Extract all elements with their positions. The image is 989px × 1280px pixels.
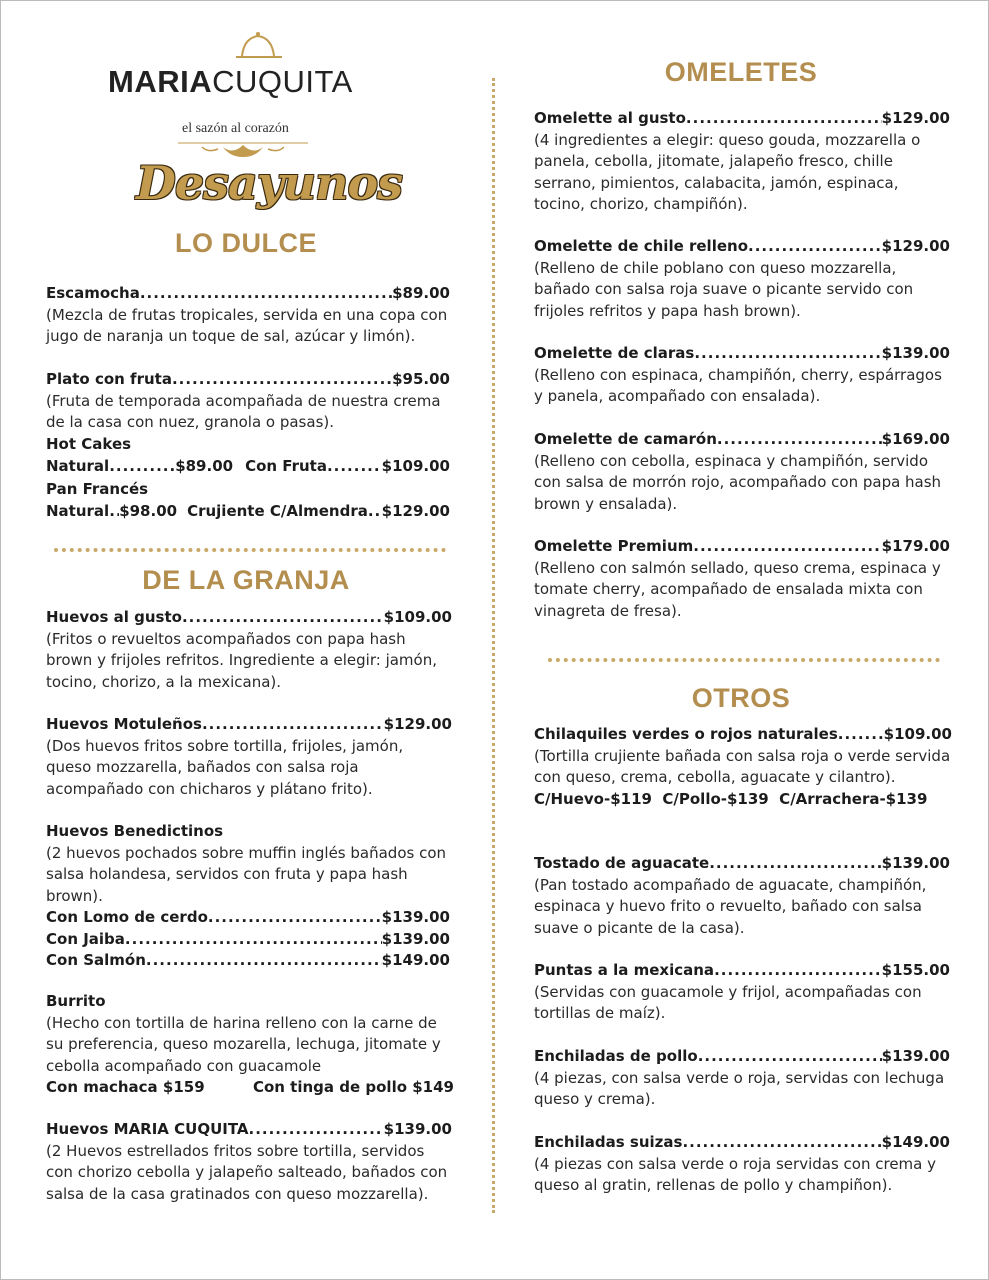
item-name: Pan Francés xyxy=(46,480,149,498)
option-label: Con machaca $159 xyxy=(46,1078,205,1096)
item-description: (2 huevos pochados sobre muffin inglés bañados con salsa holandesa, servidos con fruta y papa hash brown). xyxy=(46,843,447,905)
item-name: Omelette de chile relleno xyxy=(534,237,748,255)
item-price: $139.00 xyxy=(881,344,950,362)
column-divider xyxy=(492,78,495,1213)
item-name: Chilaquiles verdes o rojos naturales xyxy=(534,725,838,743)
menu-item-omelette-chile-relleno xyxy=(534,236,950,322)
menu-item-escamocha xyxy=(46,283,450,348)
section-divider xyxy=(54,548,446,552)
menu-item-puntas-a-la-mexicana xyxy=(534,960,950,1025)
item-description: (Tortilla crujiente bañada con salsa roja o verde servida con queso, crema, cebolla, aguacate y cilantro). xyxy=(534,746,951,786)
option-price: $139.00 xyxy=(381,929,450,948)
option-price: $149.00 xyxy=(381,951,450,969)
section-title-de-la-granja: DE LA GRANJA xyxy=(142,565,350,595)
item-description: (Relleno con cebolla, espinaca y champiñón, servido con salsa de morrón rojo, acompañado con papa hash brown y ensalada). xyxy=(534,451,942,513)
brand-part2: CUQUITA xyxy=(212,64,353,99)
item-price: $129.00 xyxy=(383,715,452,733)
item-description: (Hecho con tortilla de harina relleno con la carne de su preferencia, queso mozarella, lechuga, jitomate y cebolla acompañado con guacamole xyxy=(46,1013,441,1075)
option-name: Natural xyxy=(46,456,110,475)
brand-tagline: el sazón al corazón xyxy=(182,121,289,136)
item-price: $95.00 xyxy=(392,370,450,388)
item-description: (4 ingredientes a elegir: queso gouda, mozzarella o panela, cebolla, jitomate, jalapeño fresco, chille serrano, pimientos, calabacita, jamón, espinaca, tocino, chorizo, champiñón). xyxy=(534,130,921,213)
option-name: Con Lomo de cerdo xyxy=(46,908,208,926)
option-price: $89.00 xyxy=(175,456,234,475)
menu-item-omelette-al-gusto xyxy=(534,108,950,216)
item-description: (Relleno de chile poblano con queso mozzarella, bañado con salsa roja suave o picante servido con frijoles refritos y papa hash brown). xyxy=(534,258,914,320)
menu-item-omelette-de-claras xyxy=(534,343,950,408)
item-name: Huevos Motuleños xyxy=(46,715,202,733)
cloche-icon xyxy=(228,26,288,66)
item-price: $109.00 xyxy=(383,608,452,626)
menu-item-omelette-de-camaron xyxy=(534,429,950,515)
menu-item-huevos-benedictinos xyxy=(46,821,450,972)
item-description: (Mezcla de frutas tropicales, servida en una copa con jugo de naranja un toque de sal, azúcar y limón). xyxy=(46,305,448,345)
item-name: Escamocha xyxy=(46,284,140,302)
item-description: (Fruta de temporada acompañada de nuestra crema de la casa con nuez, granola o pasas). xyxy=(46,391,441,431)
menu-item-enchiladas-de-pollo xyxy=(534,1046,950,1111)
option-price: $109.00 xyxy=(381,456,450,475)
item-description: (Relleno con salmón sellado, queso crema, espinaca y tomate cherry, acompañado de ensalada mixta con vinagreta de fresa). xyxy=(534,558,941,620)
item-price: $109.00 xyxy=(883,725,952,743)
item-price: $169.00 xyxy=(881,430,950,448)
item-price: $179.00 xyxy=(881,537,950,555)
option-price: $139.00 xyxy=(381,908,450,926)
item-description: (Servidas con guacamole y frijol, acompañadas con tortillas de maíz). xyxy=(534,982,922,1022)
item-description: (Dos huevos fritos sobre tortilla, frijoles, jamón, queso mozzarella, bañados con salsa roja acompañado con chicharos y plátano frito). xyxy=(46,736,404,798)
section-title-lo-dulce: LO DULCE xyxy=(175,228,317,258)
item-name: Hot Cakes xyxy=(46,435,132,453)
option-name: Con Fruta xyxy=(245,456,327,475)
section-divider xyxy=(548,658,940,662)
item-price: $129.00 xyxy=(881,109,950,127)
item-name: Omelette al gusto xyxy=(534,109,686,127)
item-name: Tostado de aguacate xyxy=(534,854,710,872)
item-price: $139.00 xyxy=(881,1047,950,1065)
section-title-otros: OTROS xyxy=(691,683,791,713)
item-extras: C/Huevo-$119 C/Pollo-$139 C/Arrachera-$139 xyxy=(534,789,928,808)
brand-name xyxy=(108,64,353,100)
option-name: Crujiente C/Almendra xyxy=(187,501,368,520)
menu-item-plato-con-fruta xyxy=(46,369,450,434)
item-price: $139.00 xyxy=(383,1120,452,1138)
brand-logo xyxy=(100,26,403,226)
menu-item-huevos-motulenos xyxy=(46,714,452,800)
item-name: Enchiladas suizas xyxy=(534,1133,683,1151)
menu-item-burrito xyxy=(46,991,454,1099)
item-name: Huevos Benedictinos xyxy=(46,822,224,840)
item-name: Huevos al gusto xyxy=(46,608,182,626)
item-price: $155.00 xyxy=(881,961,950,979)
item-price: $129.00 xyxy=(881,237,950,255)
item-name: Omelette Premium xyxy=(534,537,694,555)
menu-item-huevos-maria-cuquita xyxy=(46,1119,452,1205)
option-name: Con Jaiba xyxy=(46,929,125,948)
item-name: Plato con fruta xyxy=(46,370,172,388)
option-price: $98.00 xyxy=(119,501,178,520)
item-name: Puntas a la mexicana xyxy=(534,961,715,979)
brand-part1: MARIA xyxy=(108,64,213,99)
desayunos-script-title: Desayunos xyxy=(136,156,403,210)
item-name: Huevos MARIA CUQUITA xyxy=(46,1120,249,1138)
option-name: Natural xyxy=(46,501,110,520)
item-name: Omelette de claras xyxy=(534,344,695,362)
item-description: (Relleno con espinaca, champiñón, cherry, espárragos y panela, acompañado con ensalada). xyxy=(534,365,942,405)
section-title-omeletes: OMELETES xyxy=(664,57,818,87)
item-description: (Fritos o revueltos acompañados con papa hash brown y frijoles refritos. Ingrediente a elegir: jamón, tocino, chorizo, a la mexicana). xyxy=(46,629,437,691)
item-description: (2 Huevos estrellados fritos sobre tortilla, servidos con chorizo cebolla y jalapeño salteado, bañados con salsa de la casa gratinados con queso mozzarella). xyxy=(46,1141,448,1203)
menu-item-enchiladas-suizas xyxy=(534,1132,950,1197)
item-description: (4 piezas con salsa verde o roja servidas con crema y queso al gratin, rellenas de pollo y champiñon). xyxy=(534,1154,937,1194)
item-name: Enchiladas de pollo xyxy=(534,1047,698,1065)
menu-item-hot-cakes xyxy=(46,434,450,477)
option-name: Con Salmón xyxy=(46,951,146,969)
menu-item-tostado-de-aguacate xyxy=(534,853,950,939)
menu-item-pan-frances xyxy=(46,479,450,522)
item-description: (4 piezas, con salsa verde o roja, servidas con lechuga queso y crema). xyxy=(534,1068,945,1108)
menu-item-chilaquiles xyxy=(534,724,952,810)
item-price: $149.00 xyxy=(881,1133,950,1151)
item-price: $89.00 xyxy=(392,284,450,302)
item-price: $139.00 xyxy=(881,854,950,872)
item-name: Burrito xyxy=(46,992,106,1010)
item-name: Omelette de camarón xyxy=(534,430,717,448)
option-label: Con tinga de pollo $149 xyxy=(252,1078,454,1096)
option-price: $129.00 xyxy=(381,501,450,520)
item-description: (Pan tostado acompañado de aguacate, champiñón, espinaca y huevo frito o revuelto, bañado con salsa suave o picante de la casa). xyxy=(534,875,927,937)
menu-item-huevos-al-gusto xyxy=(46,607,452,693)
menu-item-omelette-premium xyxy=(534,536,950,622)
